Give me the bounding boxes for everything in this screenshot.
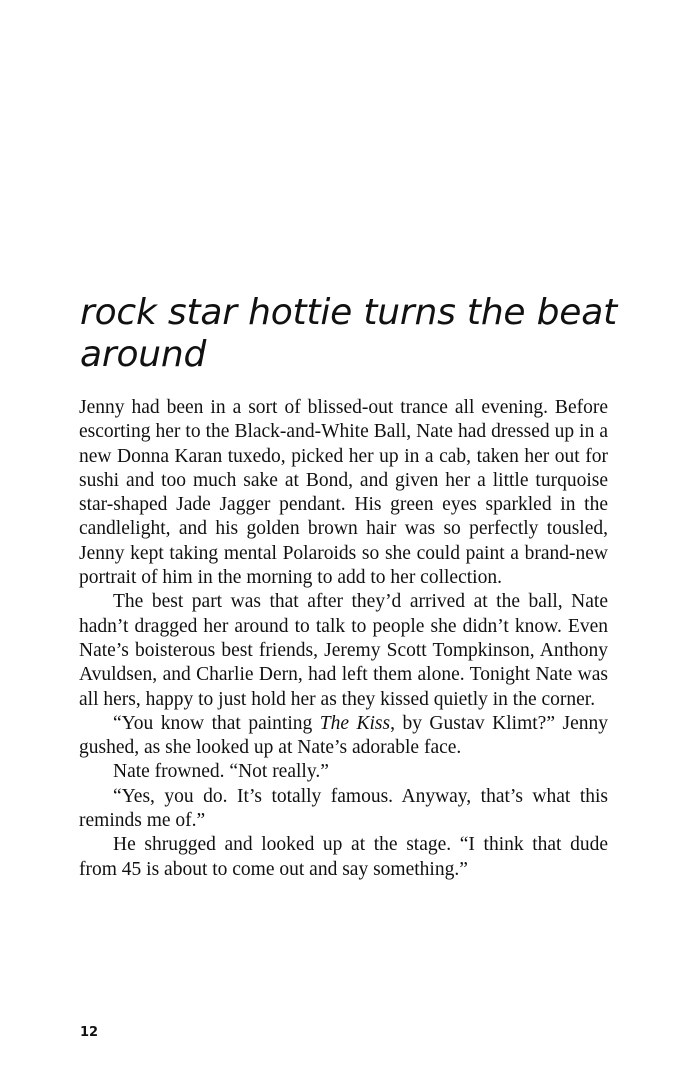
paragraph-3-before-title: “You know that painting xyxy=(113,712,320,734)
chapter-body xyxy=(79,396,608,882)
paragraph-2: The best part was that after they’d arrived at the ball, Nate hadn’t dragged her around to talk to people she didn’t know. Even Nate’s boisterous best friends, Jeremy Scott Tompkinson, Anthony Avuldsen, and Charlie Dern, had left them alone. Tonight Nate was all hers, happy to just hold her as they kissed quietly in the corner. xyxy=(79,591,608,710)
paragraph-3-after-title: , by Gustav Klimt?” Jenny gushed, as she looked up at Nate’s adorable face. xyxy=(79,712,608,759)
page-number: 12 xyxy=(80,1025,99,1040)
paragraph-4: Nate frowned. “Not really.” xyxy=(113,761,329,783)
paragraph-1: Jenny had been in a sort of blissed-out trance all evening. Before escorting her to the Black-and-White Ball, Nate had dressed up in a new Donna Karan tuxedo, picked her up in a cab, taken her out for sushi and too much sake at Bond, and given her a little turquoise star-shaped Jade Jagger pendant. His green eyes sparkled in the candlelight, and his golden brown hair was so perfectly tousled, Jenny kept taking mental Polaroids so she could paint a brand-new portrait of him in the morning to add to her collection. xyxy=(79,397,608,589)
paragraph-5: “Yes, you do. It’s totally famous. Anyway, that’s what this reminds me of.” xyxy=(79,785,608,832)
paragraph-3 xyxy=(79,712,608,761)
artwork-title: The Kiss xyxy=(319,712,391,734)
chapter-title: rock star hottie turns the beat around xyxy=(80,292,617,375)
paragraph-6: He shrugged and looked up at the stage. “I think that dude from 45 is about to come out and say something.” xyxy=(79,834,608,880)
